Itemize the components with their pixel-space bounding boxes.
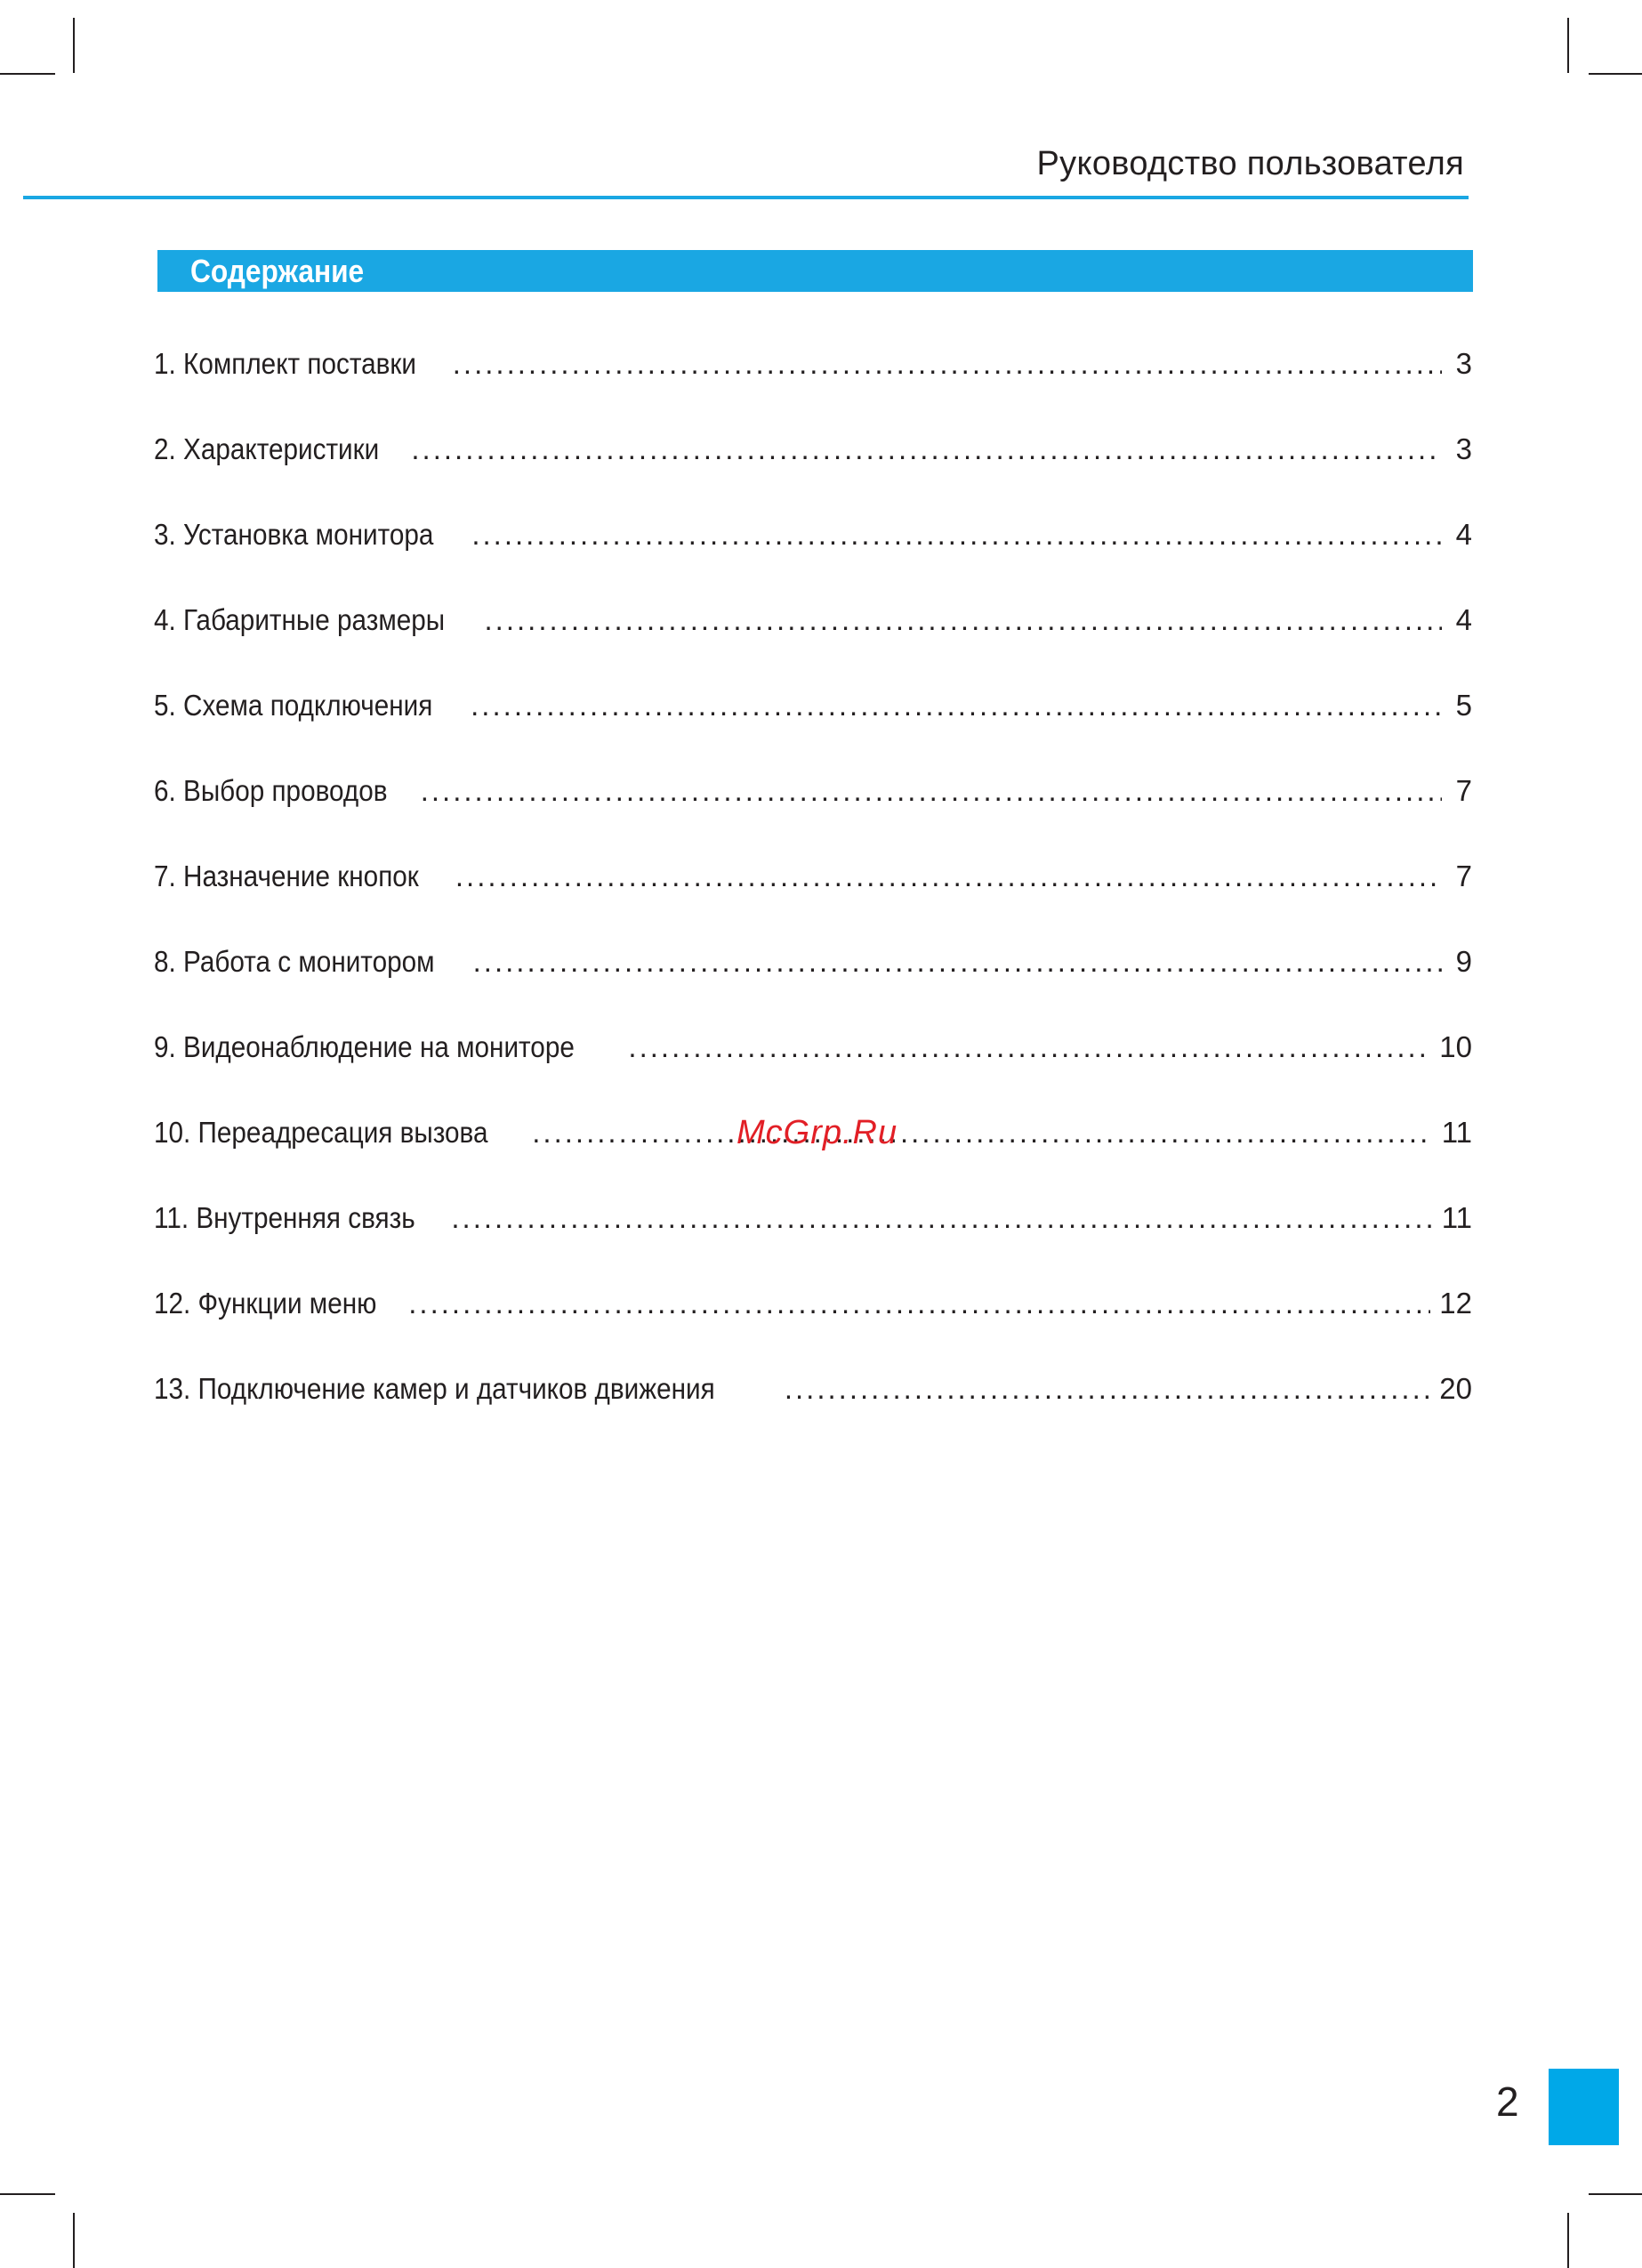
- toc-entry[interactable]: [154, 1201, 1472, 1287]
- toc-entry[interactable]: [154, 518, 1472, 603]
- toc-entry-label: 9. Видеонаблюдение на мониторе: [154, 1030, 575, 1063]
- toc-leader-dots: [471, 689, 1442, 722]
- toc-entry-label: 3. Установка монитора: [154, 518, 434, 551]
- section-title-bar: [157, 250, 1473, 292]
- toc-entry-label: 5. Схема подключения: [154, 689, 433, 722]
- toc-leader-dots: [628, 1030, 1430, 1064]
- toc-entry-label: 12. Функции меню: [154, 1287, 377, 1320]
- toc-leader-dots: [451, 1201, 1432, 1235]
- toc-entry[interactable]: [154, 689, 1472, 774]
- crop-mark-top-left-h: [0, 73, 55, 75]
- toc-leader-dots: [473, 945, 1442, 979]
- toc-entry[interactable]: [154, 1372, 1472, 1457]
- running-header: Руководство пользователя: [1036, 145, 1464, 182]
- toc-entry-page: 9: [1455, 945, 1472, 978]
- toc-entry[interactable]: [154, 347, 1472, 432]
- toc-entry-label: 7. Назначение кнопок: [154, 860, 419, 892]
- watermark: McGrp.Ru: [736, 1114, 898, 1151]
- toc-entry-page: 3: [1455, 347, 1472, 380]
- crop-mark-top-left-v: [73, 18, 75, 73]
- toc-leader-dots: [532, 1116, 1432, 1150]
- toc-entry-page: 20: [1439, 1372, 1472, 1405]
- toc-entry-page: 10: [1439, 1030, 1472, 1063]
- toc-leader-dots: [453, 347, 1442, 381]
- crop-mark-bottom-right-h: [1589, 2193, 1642, 2195]
- toc-entry-label: 4. Габаритные размеры: [154, 603, 446, 636]
- section-title: Содержание: [190, 253, 365, 289]
- table-of-contents: [154, 347, 1472, 1457]
- header-rule: [23, 196, 1469, 199]
- toc-entry[interactable]: [154, 774, 1472, 860]
- toc-entry-page: 4: [1455, 518, 1472, 551]
- toc-entry-page: 11: [1441, 1116, 1472, 1149]
- toc-entry[interactable]: [154, 603, 1472, 689]
- toc-entry-page: 11: [1441, 1201, 1472, 1234]
- toc-entry-label: 11. Внутренняя связь: [154, 1201, 415, 1234]
- page-number: 2: [1496, 2078, 1519, 2125]
- toc-entry[interactable]: [154, 1287, 1472, 1372]
- toc-entry-label: 8. Работа с монитором: [154, 945, 435, 978]
- crop-mark-top-right-h: [1589, 73, 1642, 75]
- crop-mark-bottom-left-v: [73, 2213, 75, 2268]
- toc-entry-label: 6. Выбор проводов: [154, 774, 388, 807]
- toc-entry-page: 4: [1455, 603, 1472, 636]
- page-tab-marker: [1549, 2069, 1619, 2145]
- toc-leader-dots: [411, 432, 1442, 466]
- toc-leader-dots: [408, 1287, 1430, 1320]
- toc-leader-dots: [455, 860, 1442, 893]
- toc-entry-page: 12: [1439, 1287, 1472, 1320]
- toc-entry[interactable]: [154, 1030, 1472, 1116]
- toc-entry[interactable]: [154, 860, 1472, 945]
- toc-entry-page: 3: [1455, 432, 1472, 465]
- toc-entry[interactable]: [154, 432, 1472, 518]
- toc-entry-page: 7: [1455, 774, 1472, 807]
- crop-mark-bottom-right-v: [1567, 2213, 1569, 2268]
- toc-entry-label: 1. Комплект поставки: [154, 347, 416, 380]
- toc-entry-label: 2. Характеристики: [154, 432, 380, 465]
- toc-entry[interactable]: [154, 945, 1472, 1030]
- toc-leader-dots: [785, 1372, 1430, 1406]
- toc-leader-dots: [485, 603, 1443, 637]
- toc-leader-dots: [421, 774, 1442, 808]
- toc-entry-page: 5: [1455, 689, 1472, 722]
- toc-entry-page: 7: [1455, 860, 1472, 892]
- crop-mark-top-right-v: [1567, 18, 1569, 73]
- toc-leader-dots: [471, 518, 1442, 552]
- toc-entry-label: 10. Переадресация вызова: [154, 1116, 488, 1149]
- toc-entry-label: 13. Подключение камер и датчиков движения: [154, 1372, 715, 1405]
- crop-mark-bottom-left-h: [0, 2193, 55, 2195]
